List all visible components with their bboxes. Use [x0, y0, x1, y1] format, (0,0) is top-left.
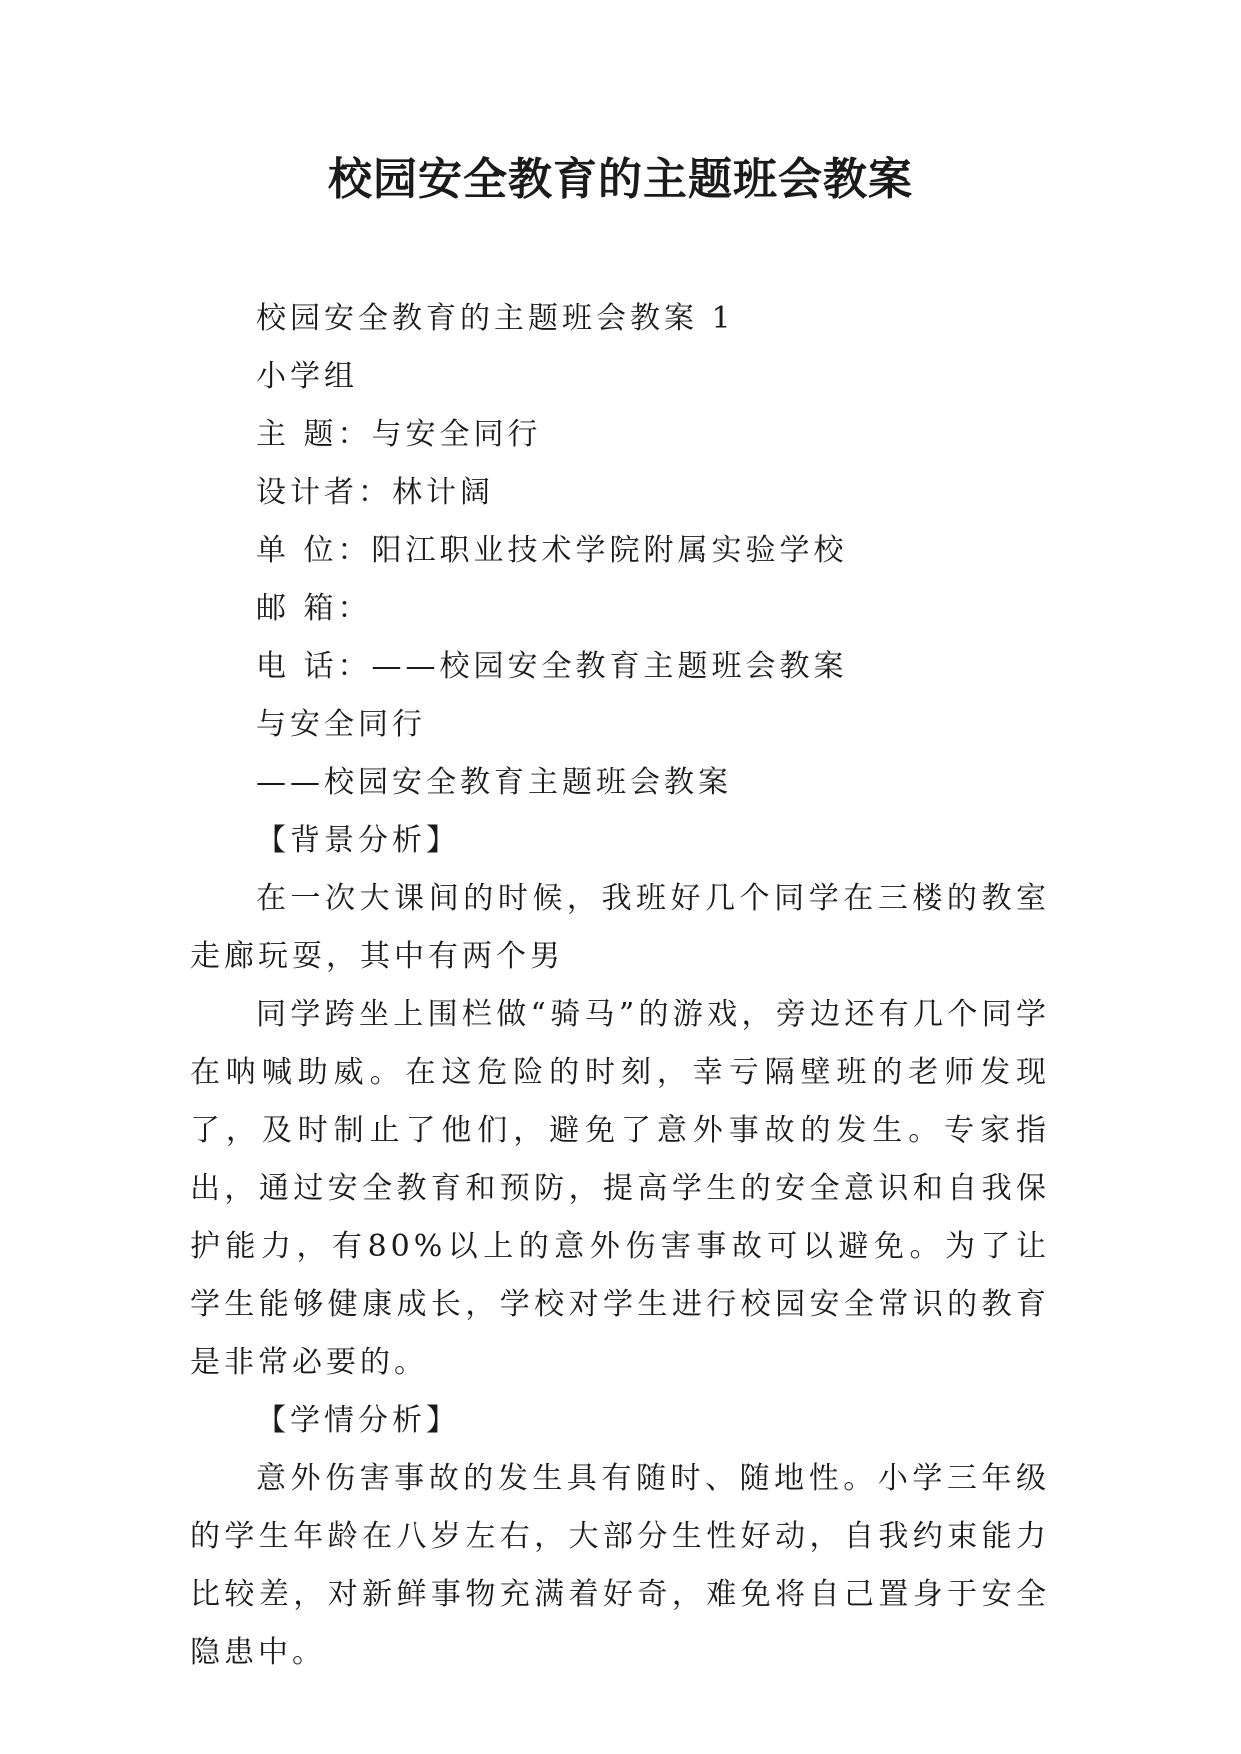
group-label: 小学组: [256, 359, 358, 394]
learning-analysis-heading: 【学情分析】: [256, 1403, 460, 1438]
theme-line: 主 题：与安全同行: [256, 417, 542, 452]
phone-line: 电 话：——校园安全教育主题班会教案: [256, 649, 848, 684]
subtitle-line: 与安全同行: [256, 707, 426, 742]
paragraph-2: 同学跨坐上围栏做“骑马”的游戏，旁边还有几个同学在呐喊助威。在这危险的时刻，幸亏隔壁班的老师发现了，及时制止了他们，避免了意外事故的发生。专家指出，通过安全教育和预防，提高学生的安全意识和自我保护能力，有80%以上的意外伤害事故可以避免。为了让学生能够健康成长，学校对学生进行校园安全常识的教育是非常必要的。: [190, 997, 1050, 1380]
designer-line: 设计者：林计阔: [256, 475, 494, 510]
subtitle-line-2: ——校园安全教育主题班会教案: [256, 765, 732, 800]
document-title: 校园安全教育的主题班会教案: [328, 154, 913, 205]
paragraph-3: 意外伤害事故的发生具有随时、随地性。小学三年级的学生年龄在八岁左右，大部分生性好动，自我约束能力比较差，对新鲜事物充满着好奇，难免将自己置身于安全隐患中。: [190, 1461, 1050, 1670]
email-line: 邮 箱：: [256, 591, 372, 626]
paragraph-1: 在一次大课间的时候，我班好几个同学在三楼的教室走廊玩耍，其中有两个男: [190, 881, 1050, 974]
background-analysis-heading: 【背景分析】: [256, 823, 460, 858]
document-body: [190, 290, 1050, 1682]
unit-line: 单 位：阳江职业技术学院附属实验学校: [256, 533, 848, 568]
section-heading: 校园安全教育的主题班会教案 1: [256, 301, 735, 336]
